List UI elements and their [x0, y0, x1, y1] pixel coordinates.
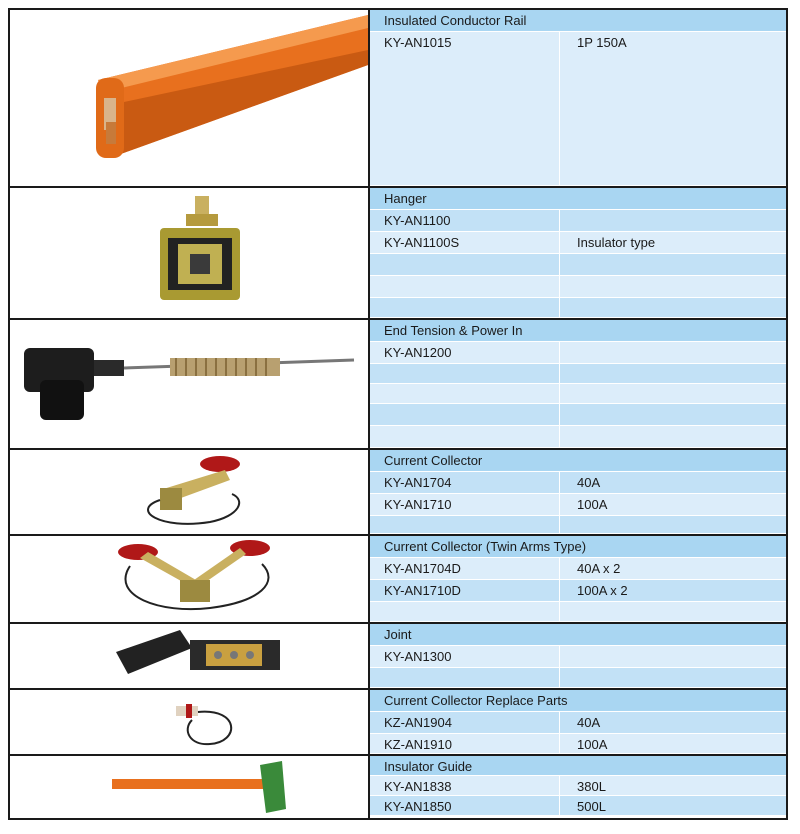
current-collector-icon [10, 450, 368, 534]
model-cell: KY-AN1838 [370, 776, 560, 795]
model-cell [370, 516, 560, 533]
insulator-guide-table [370, 756, 786, 818]
section-current-collector [10, 450, 786, 536]
section-title: Joint [370, 624, 786, 646]
model-cell [370, 668, 560, 687]
current-collector-table [370, 450, 786, 534]
joint-table [370, 624, 786, 688]
model-cell: KY-AN1015 [370, 32, 560, 185]
table-row [370, 494, 786, 516]
table-row [370, 668, 786, 688]
replace-parts-icon [10, 690, 368, 754]
table-row [370, 602, 786, 622]
spec-cell [561, 210, 786, 231]
table-row [370, 342, 786, 364]
model-cell: KY-AN1200 [370, 342, 560, 363]
spec-cell [561, 364, 786, 383]
spec-cell [561, 404, 786, 425]
table-row [370, 516, 786, 534]
section-title: Current Collector (Twin Arms Type) [370, 536, 786, 558]
conductor-rail-table [370, 10, 786, 186]
model-cell: KY-AN1850 [370, 796, 560, 815]
spec-cell [561, 384, 786, 403]
model-cell: KY-AN1704D [370, 558, 560, 579]
end-tension-image [10, 320, 370, 448]
table-row [370, 210, 786, 232]
model-cell: KZ-AN1910 [370, 734, 560, 753]
section-title: Hanger [370, 188, 786, 210]
spec-cell [561, 668, 786, 687]
hanger-table [370, 188, 786, 318]
spec-cell: 380L [577, 779, 606, 794]
table-row [370, 384, 786, 404]
spec-cell: 40A [577, 475, 601, 490]
end-tension-icon [10, 320, 368, 448]
spec-cell: 100A [577, 497, 608, 512]
table-row [370, 796, 786, 816]
model-cell [370, 276, 560, 297]
table-row [370, 558, 786, 580]
spec-cell: 500L [577, 799, 606, 814]
table-row [370, 404, 786, 426]
model-cell [370, 364, 560, 383]
twin-arms-image [10, 536, 370, 622]
spec-cell [561, 516, 786, 533]
section-end-tension [10, 320, 786, 450]
table-row [370, 232, 786, 254]
section-replace-parts [10, 690, 786, 756]
section-title: End Tension & Power In [370, 320, 786, 342]
spec-cell [561, 276, 786, 297]
section-hanger [10, 188, 786, 320]
model-cell: KY-AN1710 [370, 494, 560, 515]
spec-cell: 100A x 2 [577, 583, 628, 598]
model-cell: KY-AN1100 [370, 210, 560, 231]
hanger-image [10, 188, 370, 318]
spec-cell: 1P 150A [577, 35, 627, 50]
section-twin-arms [10, 536, 786, 624]
model-cell: KY-AN1704 [370, 472, 560, 493]
spec-cell [561, 254, 786, 275]
model-cell: KY-AN1100S [370, 232, 560, 253]
spec-cell: 40A x 2 [577, 561, 621, 576]
model-cell: KY-AN1710D [370, 580, 560, 601]
model-cell [370, 426, 560, 447]
model-cell [370, 298, 560, 317]
spec-cell [561, 298, 786, 317]
table-row [370, 254, 786, 276]
model-cell [370, 384, 560, 403]
table-row [370, 734, 786, 754]
twin-arms-table [370, 536, 786, 622]
spec-cell: Insulator type [577, 235, 656, 250]
conductor-rail-image [10, 10, 370, 186]
table-row [370, 712, 786, 734]
table-row [370, 32, 786, 186]
spec-cell: 40A [577, 715, 601, 730]
spec-cell [561, 602, 786, 621]
hanger-icon [10, 188, 368, 318]
model-cell: KZ-AN1904 [370, 712, 560, 733]
current-collector-image [10, 450, 370, 534]
table-row [370, 646, 786, 668]
spec-cell: 100A [577, 737, 608, 752]
section-joint [10, 624, 786, 690]
table-row [370, 776, 786, 796]
section-insulator-guide [10, 756, 786, 818]
table-row [370, 580, 786, 602]
spec-cell [561, 646, 786, 667]
section-title: Current Collector [370, 450, 786, 472]
section-conductor-rail [10, 10, 786, 188]
spec-cell [561, 426, 786, 447]
table-row [370, 298, 786, 318]
insulator-guide-icon [10, 756, 368, 818]
model-cell: KY-AN1300 [370, 646, 560, 667]
joint-icon [10, 624, 368, 688]
insulator-guide-image [10, 756, 370, 818]
conductor-rail-icon [10, 10, 368, 186]
table-row [370, 276, 786, 298]
replace-parts-image [10, 690, 370, 754]
joint-image [10, 624, 370, 688]
model-cell [370, 404, 560, 425]
model-cell [370, 602, 560, 621]
replace-parts-table [370, 690, 786, 754]
twin-arm-collector-icon [10, 536, 368, 622]
section-title: Insulator Guide [370, 756, 786, 776]
section-title: Insulated Conductor Rail [370, 10, 786, 32]
table-row [370, 364, 786, 384]
table-row [370, 426, 786, 448]
spec-cell [561, 342, 786, 363]
end-tension-table [370, 320, 786, 448]
model-cell [370, 254, 560, 275]
section-title: Current Collector Replace Parts [370, 690, 786, 712]
table-row [370, 472, 786, 494]
product-catalog-table [8, 8, 788, 820]
